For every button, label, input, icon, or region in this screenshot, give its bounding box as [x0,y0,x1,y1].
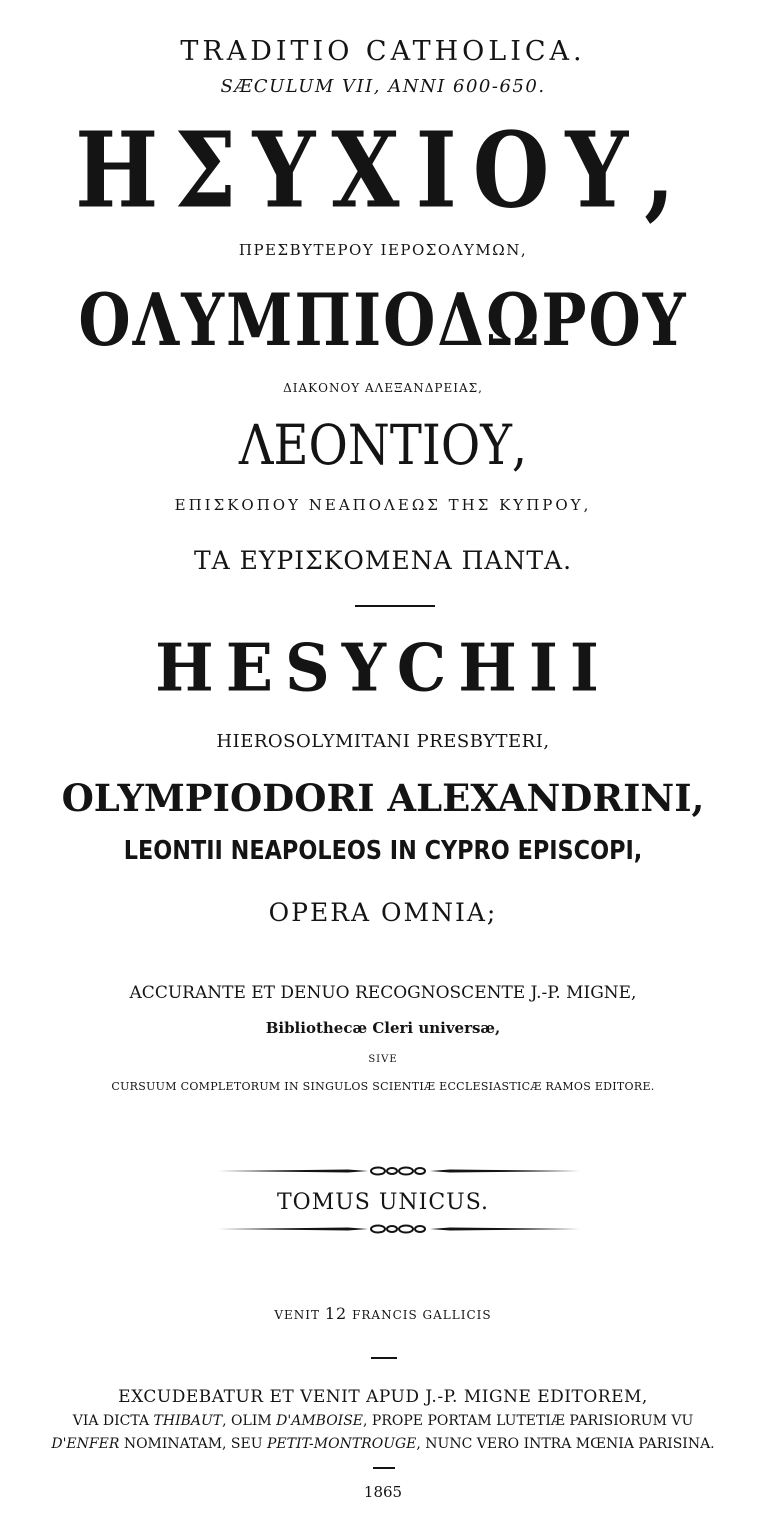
address-text: , OLIM [222,1413,277,1429]
short-dash-lower [373,1467,395,1469]
greek-author-hesychius: ΗΣΥΧΙΟΥ, [75,108,691,232]
sive-line: SIVE [368,1054,398,1065]
editor-credit: ACCURANTE ET DENUO RECOGNOSCENTE J.-P. MIGNE, [129,983,637,1003]
address-text: NOMINATAM, SEU [119,1436,267,1452]
latin-works-title: OPERA OMNIA; [268,898,498,927]
imprint-address-line2 [0,1437,766,1451]
price-suffix: FRANCIS GALLICIS [352,1308,492,1322]
address-old-street: D'AMBOISE [276,1413,364,1429]
greek-works-title: ΤΑ ΕΥΡΙΣΚΟΜΕΝΑ ΠΑΝΤΑ. [193,546,573,575]
price-prefix: VENIT [274,1308,321,1322]
address-gate: D'ENFER [51,1436,120,1452]
latin-author-leontius: LEONTII NEAPOLEOS IN CYPRO EPISCOPI, [123,836,643,866]
greek-author-leontius-desc: ΕΠΙΣΚΟΠΟΥ ΝΕΑΠΟΛΕΩΣ ΤΗΣ ΚΥΠΡΟΥ, [174,496,592,514]
address-text: VIA DICTA [72,1413,154,1429]
bibliotheca-line: Bibliothecæ Cleri universæ, [265,1019,501,1037]
publication-year: 1865 [363,1483,403,1501]
address-text: , NUNC VERO INTRA MŒNIA PARISINA. [416,1436,715,1452]
address-street: THIBAUT [153,1413,223,1429]
ornamental-rule-bottom [218,1222,580,1236]
series-title: TRADITIO CATHOLICA. [180,36,586,67]
imprint-publisher: EXCUDEBATUR ET VENIT APUD J.-P. MIGNE EDITOREM, [118,1387,648,1407]
imprint-address-line1 [0,1414,766,1428]
greek-author-olympiodorus: ΟΛΥΜΠΙΟΔΩΡΟΥ [78,279,688,363]
section-divider [355,605,435,607]
latin-author-hesychius: HESYCHII [155,629,611,707]
price-line [0,1306,766,1322]
volume-label: TOMUS UNICUS. [277,1190,489,1215]
latin-author-olympiodorus: OLYMPIODORI ALEXANDRINI, [61,776,705,820]
greek-author-hesychius-desc: ΠΡΕΣΒΥΤΕΡΟΥ ΙΕΡΟΣΟΛΥΜΩΝ, [238,241,528,259]
greek-author-olympiodorus-desc: ΔΙΑΚΟΝΟΥ ΑΛΕΞΑΝΔΡΕΙΑΣ, [283,381,483,395]
short-dash-upper [371,1357,397,1359]
greek-author-leontius: ΛΕΟΝΤΙΟΥ, [238,413,528,478]
address-text: , PROPE PORTAM LUTETIÆ PARISIORUM VU [363,1413,694,1429]
cursuum-line: CURSUUM COMPLETORUM IN SINGULOS SCIENTIÆ ECCLESIASTICÆ RAMOS EDITORE. [111,1080,655,1093]
address-district: PETIT-MONTROUGE [267,1436,417,1452]
price-amount: 12 [324,1304,348,1323]
century-subtitle: SÆCULUM VII, ANNI 600-650. [220,76,546,97]
ornamental-rule-top [218,1164,580,1178]
latin-author-hesychius-desc: HIEROSOLYMITANI PRESBYTERI, [216,731,550,752]
